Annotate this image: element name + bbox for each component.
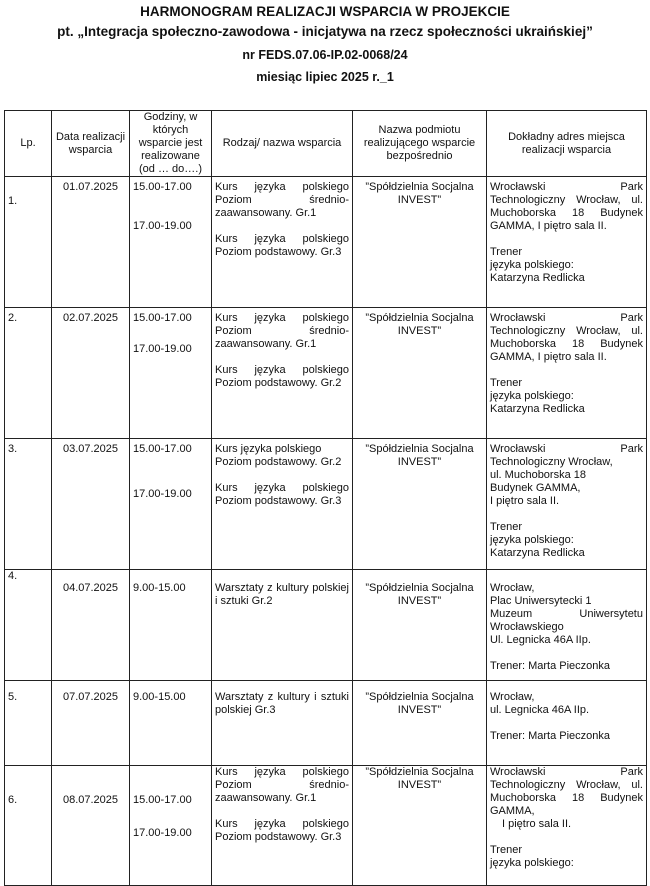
row-entity: ”Spółdzielnia Socjalna INVEST”	[353, 766, 487, 886]
schedule-table	[4, 110, 647, 886]
row-address: Wrocławski Park Technologiczny Wrocław, ul. Muchoborska 18 Budynek GAMMA, I piętro sala II. Trener języka polskiego: Katarzyna Redlicka	[487, 439, 647, 570]
row-hours: 9.00-15.00	[130, 570, 212, 681]
table-row	[5, 177, 647, 308]
col-header-hours: Godziny, w których wsparcie jest realizowane (od … do….)	[130, 111, 212, 177]
row-entity: ”Spółdzielnia Socjalna INVEST”	[353, 177, 487, 308]
row-date: 03.07.2025	[52, 439, 130, 570]
project-number: nr FEDS.07.06-IP.02-0068/24	[242, 48, 408, 62]
row-hours: 15.00-17.00 17.00-19.00	[130, 766, 212, 886]
row-date: 08.07.2025	[52, 766, 130, 886]
col-header-lp: Lp.	[5, 111, 52, 177]
col-header-date: Data realizacji wsparcia	[52, 111, 130, 177]
row-lp: 3.	[5, 439, 52, 570]
row-hours: 15.00-17.00 17.00-19.00	[130, 439, 212, 570]
row-lp: 4.	[5, 570, 52, 681]
row-lp: 1.	[5, 177, 52, 308]
month-label: miesiąc lipiec 2025 r._1	[256, 70, 394, 84]
row-address: Wrocławski Park Technologiczny Wrocław, ul. Muchoborska 18 Budynek GAMMA, I piętro sala II. Trener języka polskiego:	[487, 766, 647, 886]
row-entity: ”Spółdzielnia Socjalna INVEST”	[353, 570, 487, 681]
col-header-type: Rodzaj/ nazwa wsparcia	[212, 111, 353, 177]
row-type: Kurs języka polskiego Poziom podstawowy. Gr.2 Kurs języka polskiego Poziom podstawowy. Gr.3	[212, 439, 353, 570]
row-date: 07.07.2025	[52, 681, 130, 766]
row-entity: ”Spółdzielnia Socjalna INVEST”	[353, 308, 487, 439]
row-date: 02.07.2025	[52, 308, 130, 439]
row-address: Wrocław, Plac Uniwersytecki 1 Muzeum Uniwersytetu Wrocławskiego Ul. Legnicka 46A IIp. Trener: Marta Pieczonka	[487, 570, 647, 681]
row-lp: 2.	[5, 308, 52, 439]
col-header-entity: Nazwa podmiotu realizującego wsparcie bezpośrednio	[353, 111, 487, 177]
project-name: pt. „Integracja społeczno-zawodowa - inicjatywa na rzecz społeczności ukraińskiej”	[57, 24, 593, 39]
col-header-address: Dokładny adres miejsca realizacji wsparcia	[487, 111, 647, 177]
row-type: Warsztaty z kultury polskiej i sztuki Gr.2	[212, 570, 353, 681]
row-hours: 15.00-17.00 17.00-19.00	[130, 308, 212, 439]
table-row	[5, 439, 647, 570]
row-date: 04.07.2025	[52, 570, 130, 681]
row-type: Warsztaty z kultury i sztuki polskiej Gr.3	[212, 681, 353, 766]
row-date: 01.07.2025	[52, 177, 130, 308]
table-row	[5, 681, 647, 766]
row-type: Kurs języka polskiego Poziom średnio-zaawansowany. Gr.1 Kurs języka polskiego Poziom podstawowy. Gr.3	[212, 177, 353, 308]
row-entity: ”Spółdzielnia Socjalna INVEST”	[353, 439, 487, 570]
row-lp: 6.	[5, 766, 52, 886]
table-row	[5, 570, 647, 681]
row-address: Wrocławski Park Technologiczny Wrocław, ul. Muchoborska 18 Budynek GAMMA, I piętro sala II. Trener języka polskiego: Katarzyna Redlicka	[487, 308, 647, 439]
row-hours: 9.00-15.00	[130, 681, 212, 766]
row-type: Kurs języka polskiego Poziom średnio-zaawansowany. Gr.1 Kurs języka polskiego Poziom podstawowy. Gr.3	[212, 766, 353, 886]
row-address: Wrocławski Park Technologiczny Wrocław, ul. Muchoborska 18 Budynek GAMMA, I piętro sala II. Trener języka polskiego: Katarzyna Redlicka	[487, 177, 647, 308]
row-type: Kurs języka polskiego Poziom średnio-zaawansowany. Gr.1 Kurs języka polskiego Poziom podstawowy. Gr.2	[212, 308, 353, 439]
row-entity: ”Spółdzielnia Socjalna INVEST”	[353, 681, 487, 766]
table-header-row	[5, 111, 647, 177]
row-address: Wrocław, ul. Legnicka 46A IIp. Trener: Marta Pieczonka	[487, 681, 647, 766]
row-hours: 15.00-17.00 17.00-19.00	[130, 177, 212, 308]
table-row	[5, 308, 647, 439]
row-lp: 5.	[5, 681, 52, 766]
document-title: HARMONOGRAM REALIZACJI WSPARCIA W PROJEKCIE	[140, 4, 510, 19]
table-row	[5, 766, 647, 886]
